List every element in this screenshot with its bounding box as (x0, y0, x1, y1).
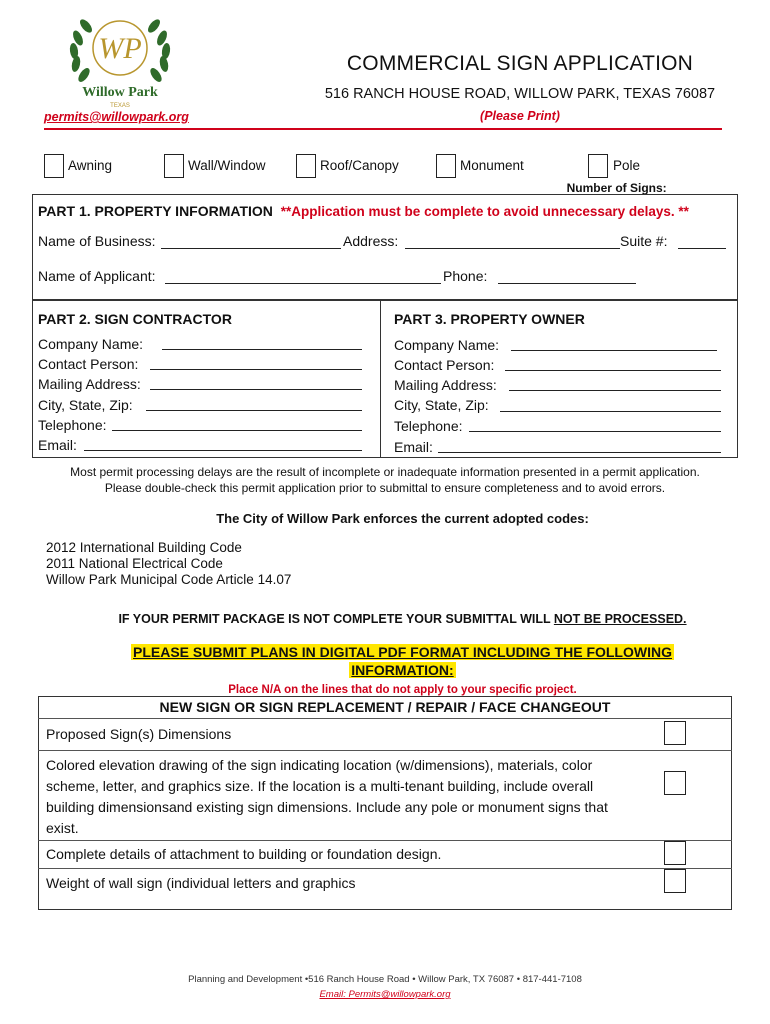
incomplete-warning: IF YOUR PERMIT PACKAGE IS NOT COMPLETE YOUR SUBMITTAL WILL NOT BE PROCESSED. (118, 612, 687, 626)
requirement-item-dimensions: Proposed Sign(s) Dimensions (46, 726, 232, 742)
code-item: Willow Park Municipal Code Article 14.07 (46, 572, 292, 587)
monument-checkbox[interactable] (436, 154, 456, 178)
roof-canopy-checkbox[interactable] (296, 154, 316, 178)
wall-window-checkbox[interactable] (164, 154, 184, 178)
owner-mailing-label: Mailing Address: (394, 377, 497, 393)
pole-checkbox[interactable] (588, 154, 608, 178)
awning-checkbox[interactable] (44, 154, 64, 178)
owner-city-field[interactable] (500, 411, 721, 412)
notice-line-1: Most permit processing delays are the result of incomplete or inadequate information presented in a permit application. (70, 465, 700, 479)
contractor-mailing-field[interactable] (150, 389, 362, 390)
contractor-city-field[interactable] (146, 410, 362, 411)
owner-mailing-field[interactable] (509, 390, 721, 391)
applicant-name-field[interactable] (165, 283, 441, 284)
requirement-checkbox-dimensions[interactable] (664, 721, 686, 745)
requirement-item-attachment: Complete details of attachment to building or foundation design. (46, 846, 442, 862)
requirement-checkbox-wall-sign-weight[interactable] (664, 869, 686, 893)
submit-plans-heading: PLEASE SUBMIT PLANS IN DIGITAL PDF FORMAT INCLUDING THE FOLLOWING INFORMATION: (133, 644, 672, 678)
header-divider (44, 128, 722, 130)
notice-line-2: Please double-check this permit application prior to submittal to ensure completeness and to avoid errors. (104, 481, 666, 495)
form-title: COMMERCIAL SIGN APPLICATION (346, 52, 694, 75)
contractor-company-label: Company Name: (38, 336, 144, 352)
owner-contact-field[interactable] (505, 370, 721, 371)
suite-label: Suite #: (620, 233, 668, 249)
part2-title: PART 2. SIGN CONTRACTOR (38, 311, 232, 327)
owner-contact-label: Contact Person: (394, 357, 495, 373)
owner-company-label: Company Name: (394, 337, 500, 353)
address-label: Address: (343, 233, 399, 249)
requirement-checkbox-attachment[interactable] (664, 841, 686, 865)
monument-label: Monument (460, 158, 524, 173)
wall-window-label: Wall/Window (188, 158, 266, 173)
table-row-divider (38, 840, 732, 841)
svg-text:WP: WP (98, 32, 142, 65)
roof-canopy-label: Roof/Canopy (320, 158, 399, 173)
contractor-mailing-label: Mailing Address: (38, 376, 141, 392)
number-of-signs: Number of Signs: (567, 181, 734, 195)
requirement-checkbox-elevation-drawing[interactable] (664, 771, 686, 795)
owner-company-field[interactable] (511, 350, 717, 351)
table-row-divider (38, 750, 732, 751)
city-address: 516 RANCH HOUSE ROAD, WILLOW PARK, TEXAS 76087 (324, 86, 716, 102)
requirement-item-wall-sign-weight: Weight of wall sign (individual letters and graphics (46, 875, 356, 891)
phone-field[interactable] (498, 283, 636, 284)
address-field[interactable] (405, 248, 620, 249)
svg-text:Willow Park: Willow Park (82, 85, 158, 100)
table-row-divider (38, 718, 732, 719)
part1-header: PART 1. PROPERTY INFORMATION **Application must be complete to avoid unnecessary delays. ** (38, 203, 689, 219)
contractor-company-field[interactable] (162, 349, 362, 350)
svg-text:TEXAS: TEXAS (110, 103, 130, 109)
owner-email-label: Email: (394, 439, 433, 455)
contractor-email-field[interactable] (84, 450, 362, 451)
part3-title: PART 3. PROPERTY OWNER (394, 311, 585, 327)
phone-label: Phone: (443, 268, 488, 284)
permits-email-link[interactable]: permits@willowpark.org (44, 110, 189, 124)
owner-telephone-label: Telephone: (394, 418, 463, 434)
requirements-heading: NEW SIGN OR SIGN REPLACEMENT / REPAIR / FACE CHANGEOUT (159, 699, 611, 715)
na-note: Place N/A on the lines that do not apply to your specific project. (228, 684, 577, 696)
owner-email-field[interactable] (438, 452, 721, 453)
contractor-telephone-label: Telephone: (38, 417, 107, 433)
pole-label: Pole (613, 158, 641, 173)
codes-heading: The City of Willow Park enforces the current adopted codes: (216, 511, 589, 526)
please-print-note: (Please Print) (480, 109, 560, 123)
footer-email-link[interactable]: Email: Permits@willowpark.org (319, 989, 451, 1000)
footer-contact: Planning and Development •516 Ranch House Road • Willow Park, TX 76087 • 817-441-7108 (188, 974, 582, 985)
awning-label: Awning (68, 158, 113, 173)
table-row-divider (38, 868, 732, 869)
contractor-email-label: Email: (38, 437, 77, 453)
contractor-city-label: City, State, Zip: (38, 397, 133, 413)
contractor-telephone-field[interactable] (112, 430, 362, 431)
code-item: 2011 National Electrical Code (46, 556, 223, 571)
owner-telephone-field[interactable] (469, 431, 721, 432)
parts-divider (380, 300, 381, 458)
business-name-field[interactable] (161, 248, 341, 249)
business-name-label: Name of Business: (38, 233, 156, 249)
willow-park-logo (62, 6, 178, 114)
suite-field[interactable] (678, 248, 726, 249)
contractor-contact-field[interactable] (150, 369, 362, 370)
contractor-contact-label: Contact Person: (38, 356, 139, 372)
code-item: 2012 International Building Code (46, 540, 242, 555)
requirement-item-elevation-drawing: Colored elevation drawing of the sign indicating location (w/dimensions), materials, color scheme, letter, and graphics size. If the location is a multi-tenant building, include overall building dimensionsand existing sign dimensions. Include any pole or monument signs that exist. (46, 757, 608, 836)
owner-city-label: City, State, Zip: (394, 397, 489, 413)
applicant-name-label: Name of Applicant: (38, 268, 156, 284)
